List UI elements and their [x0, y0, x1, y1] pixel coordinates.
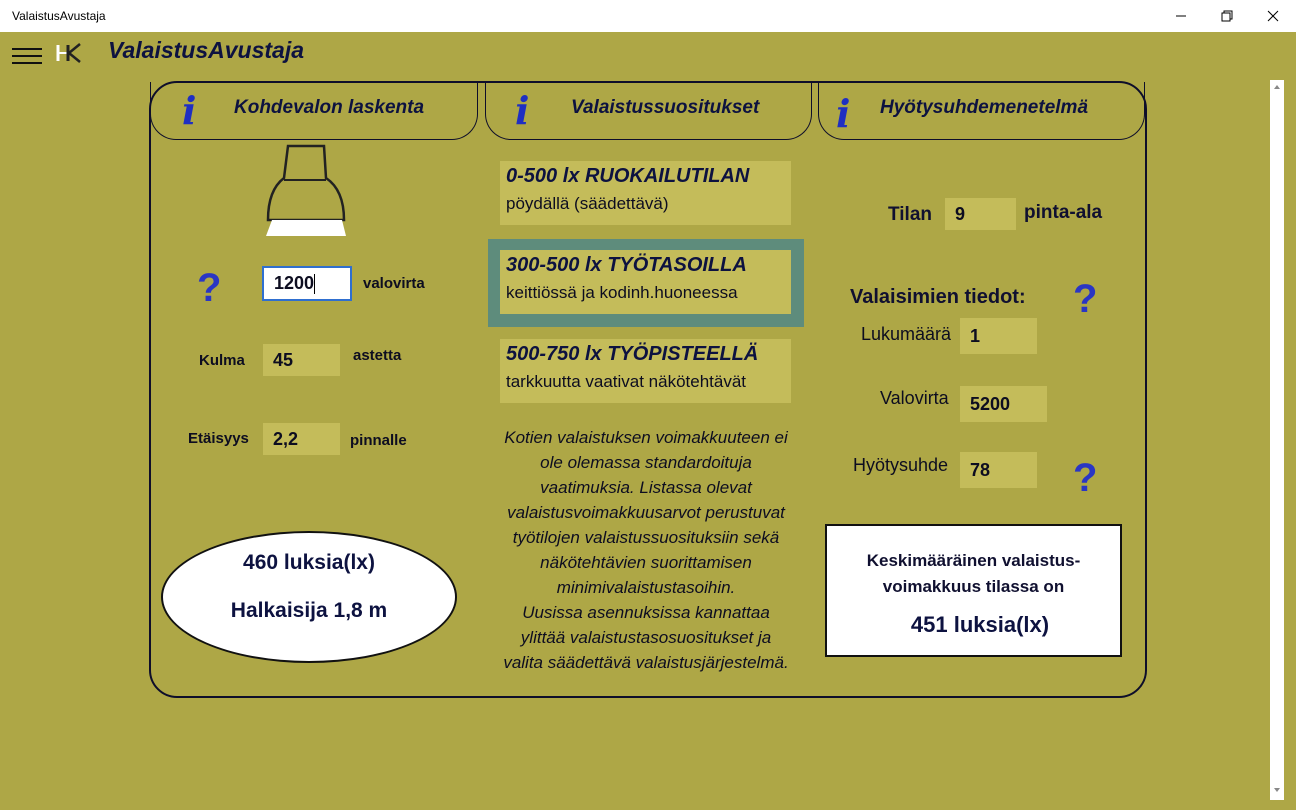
distance-unit-label: pinnalle [350, 432, 407, 449]
minimize-button[interactable] [1158, 0, 1204, 32]
minimize-icon [1175, 10, 1187, 22]
note-line: vaatimuksia. Listassa olevat [540, 478, 752, 497]
scrollbar-arrows-icon [1270, 80, 1284, 800]
flux-input[interactable]: 5200 [960, 386, 1047, 422]
note-line: näkötehtävien suorittamisen [540, 553, 752, 572]
note-line: minimivalaistustasoihin. [556, 578, 736, 597]
recommendation-workstation[interactable] [500, 339, 791, 403]
info-icon[interactable]: i [515, 88, 530, 133]
efficiency-input[interactable]: 78 [960, 452, 1037, 488]
flux-label: Valovirta [880, 388, 949, 408]
note-line: valaistusvoimakkuusarvot perustuvat [507, 503, 785, 522]
luminaires-title: Valaisimien tiedot: [850, 286, 1026, 308]
text-cursor [314, 274, 315, 294]
note-line: Kotien valaistuksen voimakkuuteen ei [504, 428, 788, 447]
area-input[interactable]: 9 [945, 198, 1016, 230]
tab-label: Hyötysuhdemenetelmä [880, 97, 1089, 118]
recommendation-subtext: pöydällä (säädettävä) [506, 194, 669, 213]
help-icon[interactable]: ? [197, 266, 222, 310]
note-line: Uusissa asennuksissa kannattaa [522, 603, 770, 622]
recommendation-worktops[interactable] [500, 250, 791, 314]
tab-label: Kohdevalon laskenta [234, 97, 425, 118]
restore-button[interactable] [1204, 0, 1250, 32]
note-line: ylittää valaistustasosuositukset ja [520, 628, 772, 647]
note-line: ole olemassa standardoituja [540, 453, 752, 472]
spot-result-diameter: Halkaisija 1,8 m [230, 599, 388, 622]
distance-input[interactable]: 2,2 [263, 423, 340, 455]
note-line: valita säädettävä valaistusjärjestelmä. [503, 653, 789, 672]
result-line-1: Keskimääräinen valaistus- [866, 551, 1081, 570]
recommendation-dining[interactable] [500, 161, 791, 225]
hk-logo [56, 42, 84, 64]
result-value: 451 luksia(lx) [910, 612, 1050, 637]
count-input[interactable]: 1 [960, 318, 1037, 354]
lumen-input[interactable] [262, 266, 352, 301]
result-line-2: voimakkuus tilassa on [882, 577, 1065, 596]
lumen-input-value: 1200 [274, 273, 315, 293]
spotlight-lamp-icon [262, 142, 348, 238]
lumen-label: valovirta [363, 275, 425, 292]
count-label: Lukumäärä [861, 324, 952, 344]
spot-result-lux: 460 luksia(lx) [243, 551, 375, 574]
area-unit-label: pinta-ala [1024, 202, 1103, 223]
recommendation-subtext: keittiössä ja kodinh.huoneessa [506, 283, 738, 302]
help-icon[interactable]: ? [1073, 277, 1098, 321]
close-icon [1267, 10, 1279, 22]
tab-label: Valaistussuositukset [571, 97, 760, 118]
angle-input[interactable]: 45 [263, 344, 340, 376]
recommendation-heading: 0-500 lx RUOKAILUTILAN [506, 165, 750, 187]
info-icon[interactable]: i [182, 88, 197, 133]
app-title: ValaistusAvustaja [108, 37, 305, 63]
help-icon[interactable]: ? [1073, 456, 1098, 500]
area-label: Tilan [888, 204, 932, 225]
recommendation-subtext: tarkkuutta vaativat näkötehtävät [506, 372, 747, 391]
info-icon[interactable]: i [836, 91, 851, 136]
note-line: työtilojen valaistussuosituksiin sekä [512, 528, 780, 547]
efficiency-label: Hyötysuhde [853, 455, 949, 475]
recommendation-heading: 500-750 lx TYÖPISTEELLÄ [506, 343, 759, 365]
recommendation-heading: 300-500 lx TYÖTASOILLA [506, 254, 747, 276]
window-title-bar [0, 0, 1296, 32]
close-button[interactable] [1250, 0, 1296, 32]
distance-label: Etäisyys [188, 430, 249, 447]
window-title: ValaistusAvustaja [12, 9, 106, 23]
restore-icon [1221, 10, 1233, 22]
angle-unit-label: astetta [353, 347, 402, 364]
vertical-scrollbar[interactable] [1270, 80, 1284, 800]
angle-label: Kulma [199, 352, 245, 369]
hamburger-menu-icon[interactable] [12, 48, 42, 66]
recommendation-note [470, 425, 822, 675]
